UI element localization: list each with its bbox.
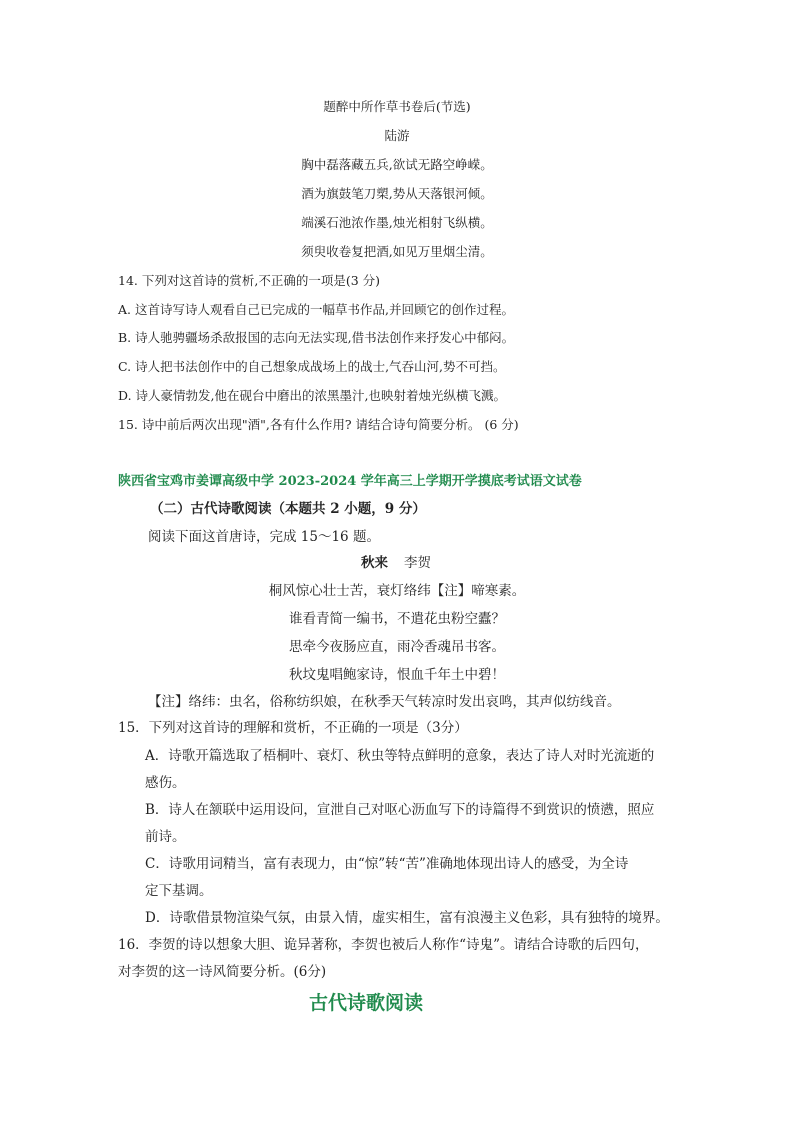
- q16-stem: 16．李贺的诗以想象大胆、诡异著称，李贺也被后人称作“诗鬼”。请结合诗歌的后四句，: [118, 937, 649, 953]
- q15a-stem: 15. 诗中前后两次出现"酒",各有什么作用? 请结合诗句简要分析。 (6 分): [118, 417, 519, 432]
- q15b-option-b-cont: 前诗。: [145, 829, 186, 845]
- poem2-line: 谁看青简一编书，不遣花虫粉空蠹？: [289, 611, 505, 627]
- q14-stem: 14. 下列对这首诗的赏析,不正确的一项是(3 分): [118, 273, 381, 288]
- poem1-line: 须臾收卷复把酒,如见万里烟尘清。: [301, 244, 493, 259]
- q14-option-a: A. 这首诗写诗人观看自己已完成的一幅草书作品,并回顾它的创作过程。: [118, 302, 514, 317]
- poem1-author: 陆游: [384, 128, 410, 143]
- source-title: 陕西省宝鸡市姜谭高级中学 2023-2024 学年高三上学期开学摸底考试语文试卷: [118, 474, 582, 489]
- poem2-note: 【注】络纬：虫名，俗称纺织娘，在秋季天气转凉时发出哀鸣，其声似纺线音。: [148, 694, 621, 710]
- q14-option-d: D. 诗人豪情勃发,他在砚台中磨出的浓黑墨汁,也映射着烛光纵横飞溅。: [118, 388, 506, 403]
- q14-option-c: C. 诗人把书法创作中的自己想象成战场上的战士,气吞山河,势不可挡。: [118, 359, 506, 374]
- section-instruction: 阅读下面这首唐诗，完成 15～16 题。: [148, 529, 380, 545]
- footer-heading: 古代诗歌阅读: [309, 992, 424, 1014]
- q15b-option-d: D．诗歌借景物渲染气氛，由景入情，虚实相生，富有浪漫主义色彩，具有独特的境界。: [145, 910, 669, 926]
- section-heading: （二）古代诗歌阅读（本题共 2 小题，9 分）: [150, 501, 426, 517]
- q16-stem-cont: 对李贺的这一诗风简要分析。(6分): [118, 964, 327, 980]
- poem1-title: 题醉中所作草书卷后(节选): [323, 99, 471, 114]
- poem1-line: 胸中磊落藏五兵,欲试无路空峥嵘。: [301, 157, 493, 172]
- q15b-option-a-cont: 感伤。: [145, 775, 186, 791]
- q15b-option-c-cont: 定下基调。: [145, 883, 213, 899]
- poem2-author: 李贺: [404, 555, 431, 571]
- poem2-line: 秋坟鬼唱鲍家诗，恨血千年土中碧！: [289, 667, 505, 683]
- poem1-line: 端溪石池浓作墨,烛光相射飞纵横。: [301, 215, 493, 230]
- q15b-option-c: C．诗歌用词精当，富有表现力，由“惊”转“苦”准确地体现出诗人的感受，为全诗: [145, 856, 629, 872]
- poem2-line: 桐风惊心壮士苦，衰灯络纬【注】啼寒素。: [268, 583, 526, 599]
- q15b-option-a: A．诗歌开篇选取了梧桐叶、衰灯、秋虫等特点鲜明的意象，表达了诗人对时光流逝的: [145, 748, 655, 764]
- poem1-line: 酒为旗鼓笔刀槊,势从天落银河倾。: [301, 186, 493, 201]
- q15b-stem: 15．下列对这首诗的理解和赏析，不正确的一项是（3分）: [118, 720, 468, 736]
- poem2-title: 秋来: [361, 555, 388, 571]
- poem2-line: 思牵今夜肠应直，雨冷香魂吊书客。: [289, 639, 505, 655]
- q15b-option-b: B．诗人在颔联中运用设问，宣泄自己对呕心沥血写下的诗篇得不到赏识的愤懑，照应: [145, 802, 655, 818]
- q14-option-b: B. 诗人驰骋疆场杀敌报国的志向无法实现,借书法创作来抒发心中郁闷。: [118, 330, 515, 345]
